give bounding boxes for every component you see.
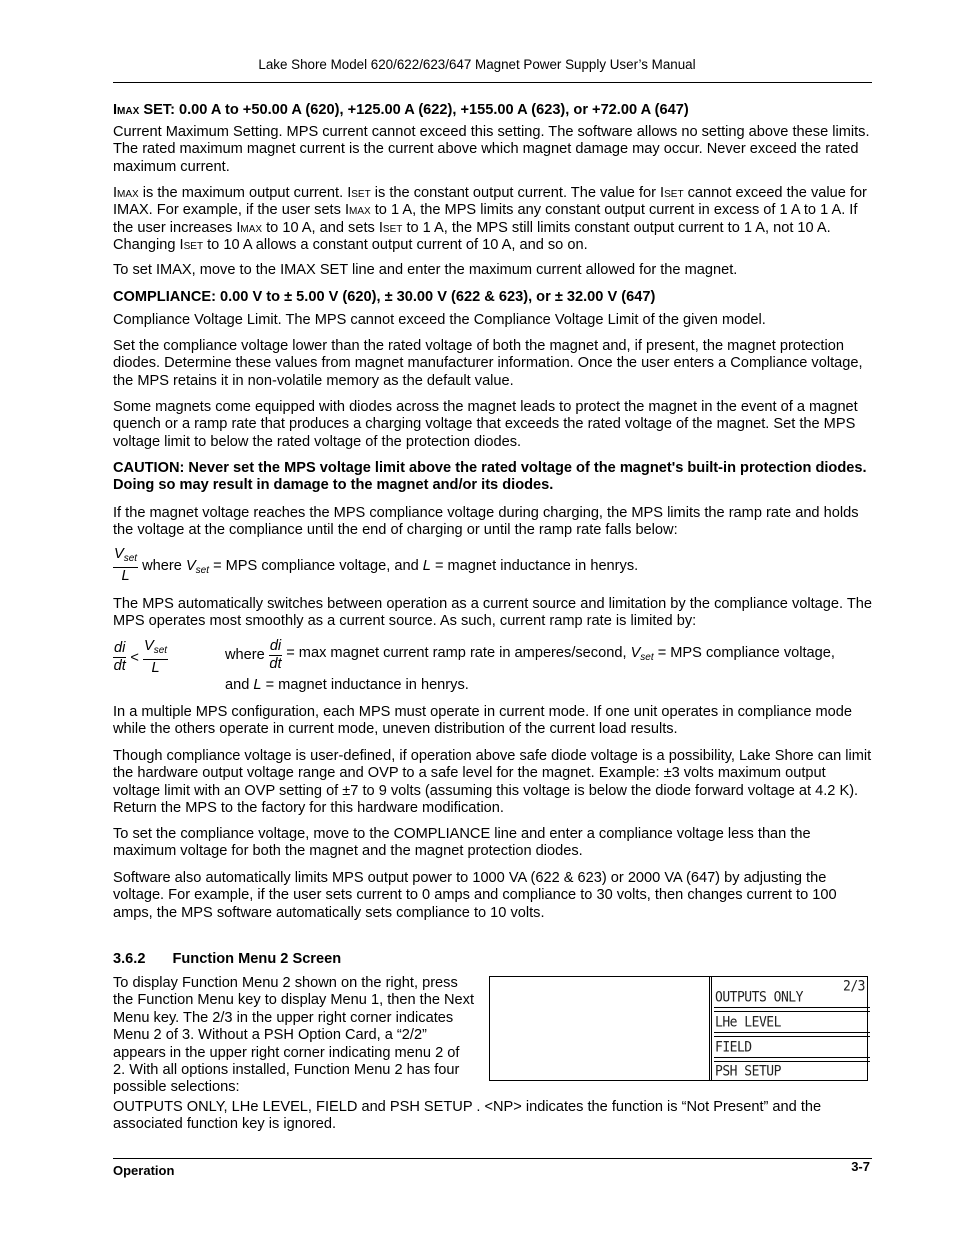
footer-section: Operation: [113, 1163, 175, 1178]
compliance-p4: If the magnet voltage reaches the MPS compliance voltage during charging, the MPS limits the ramp rate and holds the voltage at the compliance until the end of charging or until the ramp rate falls below:: [113, 505, 859, 539]
section-p1: To display Function Menu 2 shown on the right, press the Function Menu key to display Menu 1, then the Next Menu key. The 2/3 in the upper right corner indicates Menu 2 of 3. Without a PSH Option Card, a “2/2” appears in the upper right corner indicating menu 2 of 2. With all options installed, Function Menu 2 has four possible selections:: [113, 975, 474, 1096]
lcd-item-outputs-only: OUTPUTS ONLY: [715, 989, 803, 1006]
running-header: Lake Shore Model 620/622/623/647 Magnet Power Supply User’s Manual: [258, 57, 696, 72]
compliance-p2: Set the compliance voltage lower than the rated voltage of both the magnet and, if present, the magnet protection diodes. Determine these values from magnet manufacturer information. Once the user enters a Compliance voltage, the MPS retains it in non-volatile memory as the default value.: [113, 338, 863, 389]
lcd-menu-panel: [709, 977, 871, 1081]
compliance-p7: Though compliance voltage is user-defined, if operation above safe diode voltage is a possibility, Lake Shore can limit the hardware output voltage range and OVP to a safe level for the magnet. Example: ±3 volts maximum output voltage limit with an OVP setting of ±7 to 9 volts (assuming this voltage is below the diode forward voltage at 4.2 K). Return the MPS to the factory for this hardware modification.: [113, 748, 872, 817]
imax-p1: Current Maximum Setting. MPS current cannot exceed this setting. The software allows no setting above these limits. The rated maximum magnet current is the current above which magnet damage may occur. Never exceed the rated maximum current.: [113, 124, 870, 175]
page-number: 3-7: [851, 1159, 870, 1174]
compliance-p6: In a multiple MPS configuration, each MPS must operate in current mode. If one unit operates in compliance mode while the others operate in current mode, uneven distribution of the current load results.: [113, 704, 852, 738]
lcd-item-field: FIELD: [715, 1039, 752, 1056]
section-p2: OUTPUTS ONLY, LHe LEVEL, FIELD and PSH SETUP . <NP> indicates the function is “Not Present” and the associated function key is ignored.: [113, 1099, 822, 1133]
section-heading: 3.6.2 Function Menu 2 Screen: [113, 951, 342, 967]
footer-rule: [113, 1158, 872, 1159]
imax-p3: To set IMAX, move to the IMAX SET line and enter the maximum current allowed for the magnet.: [113, 262, 738, 278]
formula-di-dt-line2: and L = magnet inductance in henrys.: [225, 677, 469, 693]
formula-di-dt: $\frac{di}{dt}$ < $\frac{V_{set}}{L}$: [113, 638, 168, 677]
compliance-p9: Software also automatically limits MPS output power to 1000 VA (622 & 623) or 2000 VA (647) by adjusting the voltage. For example, if the user sets current to 0 amps and compliance to 30 volts, then changes current to 100 amps, the MPS software automatically sets compliance to 10 volts.: [113, 870, 837, 921]
fraction: $\frac{V_{set}}{L}$: [114, 546, 138, 585]
imax-p2: Imax is the maximum output current. Iset is the constant output current. The value for Iset cannot exceed the value for IMAX. For example, if the user sets Imax to 1 A, the MPS limits any constant output current in excess of 1 A to 1 A. If the user increases Imax to 10 A, and sets Iset to 1 A, the MPS still limits constant output current to 1 A, not 10 A. Changing Iset to 10 A allows a constant output current of 10 A, and so on.: [113, 185, 867, 254]
header-rule: [113, 82, 872, 83]
compliance-p8: To set the compliance voltage, move to the COMPLIANCE line and enter a compliance voltage less than the maximum voltage for both the magnet and the magnet protection diodes.: [113, 826, 811, 860]
formula-vset-over-l: $\frac{V_{set}}{L}$ where $V_{set}$ = MPS compliance voltage, and L = magnet inductance in henrys.: [114, 546, 639, 585]
compliance-p3: Some magnets come equipped with diodes across the magnet leads to protect the magnet in the event of a magnet quench or a ramp rate that produces a charging voltage that exceeds the rated voltage of the magnet. Set the MPS voltage limit to below the rated voltage of the protection diodes.: [113, 399, 858, 450]
compliance-p5: The MPS automatically switches between operation as a current source and limitation by the compliance voltage. The MPS operates most smoothly as a current source. As such, current ramp rate is limited by:: [113, 596, 873, 630]
imax-heading: Imax SET: 0.00 A to +50.00 A (620), +125.00 A (622), +155.00 A (623), or +72.00 A (647): [113, 102, 689, 118]
compliance-heading: COMPLIANCE: 0.00 V to ± 5.00 V (620), ± 30.00 V (622 & 623), or ± 32.00 V (647): [113, 289, 656, 305]
lcd-display: [489, 976, 868, 1081]
lcd-divider: [714, 1007, 870, 1012]
lcd-item-lhe-level: LHe LEVEL: [715, 1014, 781, 1031]
lcd-item-psh-setup: PSH SETUP: [715, 1063, 781, 1080]
formula-di-dt-explanation: where $\frac{di}{dt}$ = max magnet current ramp rate in amperes/second, $V_{set}$ = MPS compliance voltage,: [225, 638, 835, 673]
lcd-divider: [714, 1032, 870, 1037]
compliance-p1: Compliance Voltage Limit. The MPS cannot exceed the Compliance Voltage Limit of the given model.: [113, 312, 766, 328]
lcd-page-indicator: 2/3: [843, 978, 865, 995]
caution-text: CAUTION: Never set the MPS voltage limit above the rated voltage of the magnet's built-in protection diodes. Doing so may result in damage to the magnet and/or its diodes.: [113, 460, 867, 494]
